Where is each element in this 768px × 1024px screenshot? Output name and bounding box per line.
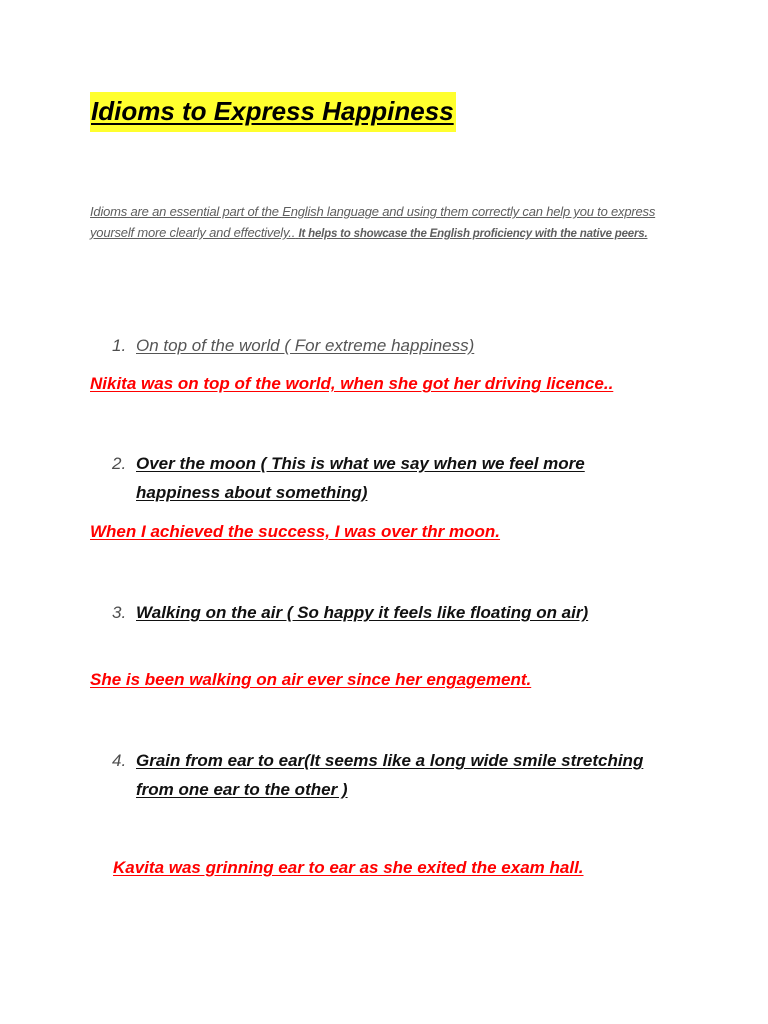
idiom-example-1: Nikita was on top of the world, when she got her driving licence..	[90, 374, 614, 393]
idiom-text: Walking on the air ( So happy it feels like floating on air)	[136, 603, 589, 622]
idiom-item-4	[112, 746, 672, 804]
idiom-text: Grain from ear to ear(It seems like a long wide smile stretching from one ear to the other )	[136, 751, 644, 799]
idiom-number: 3.	[112, 603, 127, 622]
idiom-example-2: When I achieved the success, I was over thr moon.	[90, 522, 501, 541]
idiom-item-2	[112, 449, 672, 507]
idiom-text: On top of the world ( For extreme happiness)	[136, 336, 475, 355]
idiom-number: 2.	[112, 454, 127, 473]
idiom-number: 4.	[112, 751, 127, 770]
idiom-item-3	[112, 598, 672, 627]
intro-small-text: It helps to showcase the English proficiency with the native peers.	[298, 228, 648, 240]
idiom-example-4: Kavita was grinning ear to ear as she exited the exam hall.	[113, 858, 584, 877]
idiom-text: Over the moon ( This is what we say when we feel more happiness about something)	[136, 454, 585, 502]
intro-main-text: Idioms are an essential part of the English language and using them correctly can help you to express yourself more clearly and effectively..	[90, 204, 656, 240]
idiom-number: 1.	[112, 336, 127, 355]
idiom-item-1	[112, 331, 672, 360]
idiom-example-3: She is been walking on air ever since her engagement.	[90, 670, 532, 689]
intro-paragraph	[90, 201, 670, 245]
page-title: Idioms to Express Happiness	[90, 92, 456, 132]
